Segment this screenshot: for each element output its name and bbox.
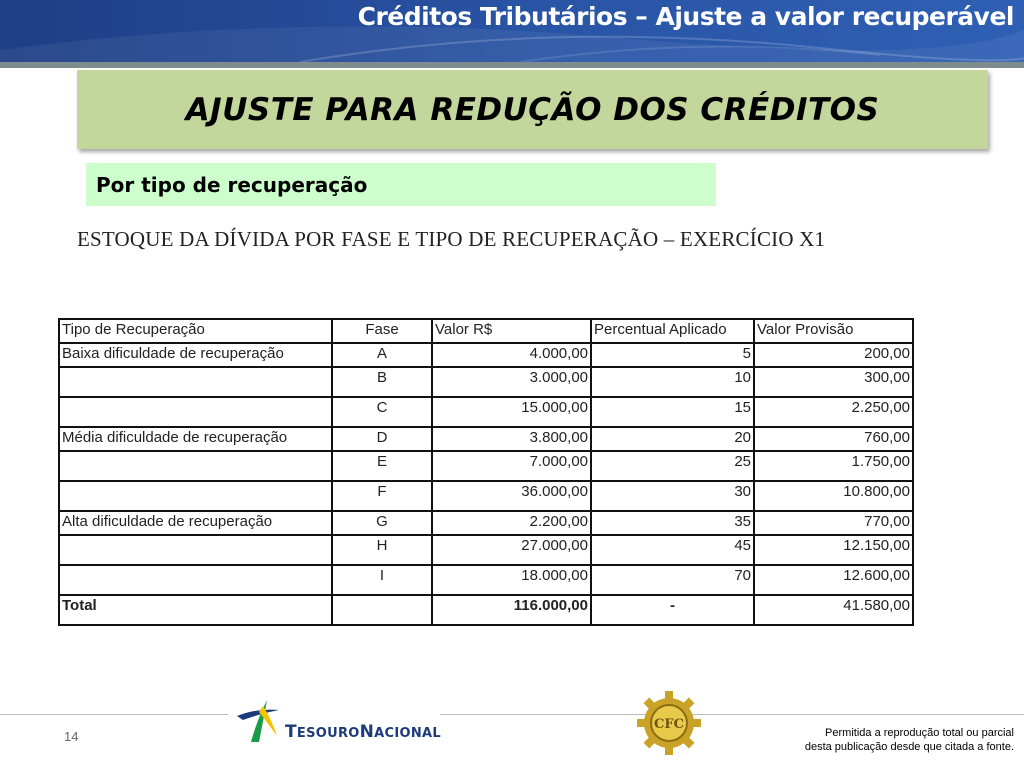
cell-valor: 18.000,00: [432, 565, 591, 595]
cell-provisao: 12.600,00: [754, 565, 913, 595]
cell-percentual: 20: [591, 427, 754, 451]
header-cell: Fase: [332, 319, 432, 343]
table-row: [59, 565, 913, 595]
cell-percentual: 30: [591, 481, 754, 511]
header-cell: Valor R$: [432, 319, 591, 343]
table-total-row: [59, 595, 913, 625]
cell-valor: 27.000,00: [432, 535, 591, 565]
cell-percentual: 5: [591, 343, 754, 367]
cell-valor: 7.000,00: [432, 451, 591, 481]
cell-percentual: 45: [591, 535, 754, 565]
cell-percentual: 15: [591, 397, 754, 427]
table-row: [59, 427, 913, 451]
cell-percentual: 10: [591, 367, 754, 397]
cell-tipo: [59, 535, 332, 565]
cell-percentual: 70: [591, 565, 754, 595]
cell-tipo: [59, 565, 332, 595]
cfc-logo-text: CFC: [654, 717, 684, 732]
header-title: Créditos Tributários – Ajuste a valor recuperável: [357, 2, 1014, 31]
total-provisao: 41.580,00: [754, 595, 913, 625]
subheading-text: Por tipo de recuperação: [96, 173, 368, 197]
cell-tipo: [59, 397, 332, 427]
subheading-box: [86, 163, 716, 206]
table-row: [59, 451, 913, 481]
total-fase: [332, 595, 432, 625]
table-row: [59, 481, 913, 511]
cell-provisao: 200,00: [754, 343, 913, 367]
table-row: [59, 397, 913, 427]
cell-valor: 2.200,00: [432, 511, 591, 535]
header-cell: Percentual Aplicado: [591, 319, 754, 343]
cell-valor: 15.000,00: [432, 397, 591, 427]
reproduction-notice: [805, 726, 1014, 754]
cell-valor: 3.800,00: [432, 427, 591, 451]
cell-fase: A: [332, 343, 432, 367]
cell-fase: I: [332, 565, 432, 595]
cell-fase: C: [332, 397, 432, 427]
cell-fase: F: [332, 481, 432, 511]
cell-fase: D: [332, 427, 432, 451]
total-percentual: -: [591, 595, 754, 625]
header-cell: Valor Provisão: [754, 319, 913, 343]
cell-provisao: 2.250,00: [754, 397, 913, 427]
cell-tipo: Média dificuldade de recuperação: [59, 427, 332, 451]
cell-valor: 36.000,00: [432, 481, 591, 511]
table-row: [59, 511, 913, 535]
tesouro-star-icon: [233, 696, 293, 744]
debt-table: [58, 318, 914, 626]
cell-valor: 3.000,00: [432, 367, 591, 397]
cell-fase: G: [332, 511, 432, 535]
cell-provisao: 770,00: [754, 511, 913, 535]
table-title: ESTOQUE DA DÍVIDA POR FASE E TIPO DE RECUPERAÇÃO – EXERCÍCIO X1: [77, 227, 826, 251]
cfc-gear-icon: [636, 690, 702, 756]
cell-tipo: [59, 367, 332, 397]
cell-provisao: 10.800,00: [754, 481, 913, 511]
footer-divider-right: [440, 714, 1024, 715]
cell-provisao: 300,00: [754, 367, 913, 397]
table-row: [59, 535, 913, 565]
total-label: Total: [59, 595, 332, 625]
cell-tipo: [59, 481, 332, 511]
reproduction-line-1: Permitida a reprodução total ou parcial: [825, 727, 1014, 739]
table-row: [59, 343, 913, 367]
cell-provisao: 1.750,00: [754, 451, 913, 481]
page-number: 14: [64, 729, 79, 744]
total-valor: 116.000,00: [432, 595, 591, 625]
table-header-row: [59, 319, 913, 343]
cell-valor: 4.000,00: [432, 343, 591, 367]
cell-tipo: Alta dificuldade de recuperação: [59, 511, 332, 535]
cell-fase: E: [332, 451, 432, 481]
footer-divider-left: [0, 714, 228, 715]
cell-provisao: 760,00: [754, 427, 913, 451]
cell-percentual: 25: [591, 451, 754, 481]
header-bar: [0, 0, 1024, 62]
banner-title: AJUSTE PARA REDUÇÃO DOS CRÉDITOS: [185, 91, 880, 128]
cell-tipo: [59, 451, 332, 481]
tesouro-nacional-logo: [233, 696, 441, 746]
cell-percentual: 35: [591, 511, 754, 535]
cell-tipo: Baixa dificuldade de recuperação: [59, 343, 332, 367]
cell-provisao: 12.150,00: [754, 535, 913, 565]
cell-fase: B: [332, 367, 432, 397]
tesouro-nacional-wordmark: TESOURONACIONAL: [285, 722, 441, 742]
table-row: [59, 367, 913, 397]
cell-fase: H: [332, 535, 432, 565]
reproduction-line-2: desta publicação desde que citada a fonte.: [804, 741, 1014, 753]
banner: [77, 70, 988, 149]
cfc-seal-logo: [636, 690, 702, 756]
header-divider: [0, 62, 1024, 68]
header-cell: Tipo de Recuperação: [59, 319, 332, 343]
